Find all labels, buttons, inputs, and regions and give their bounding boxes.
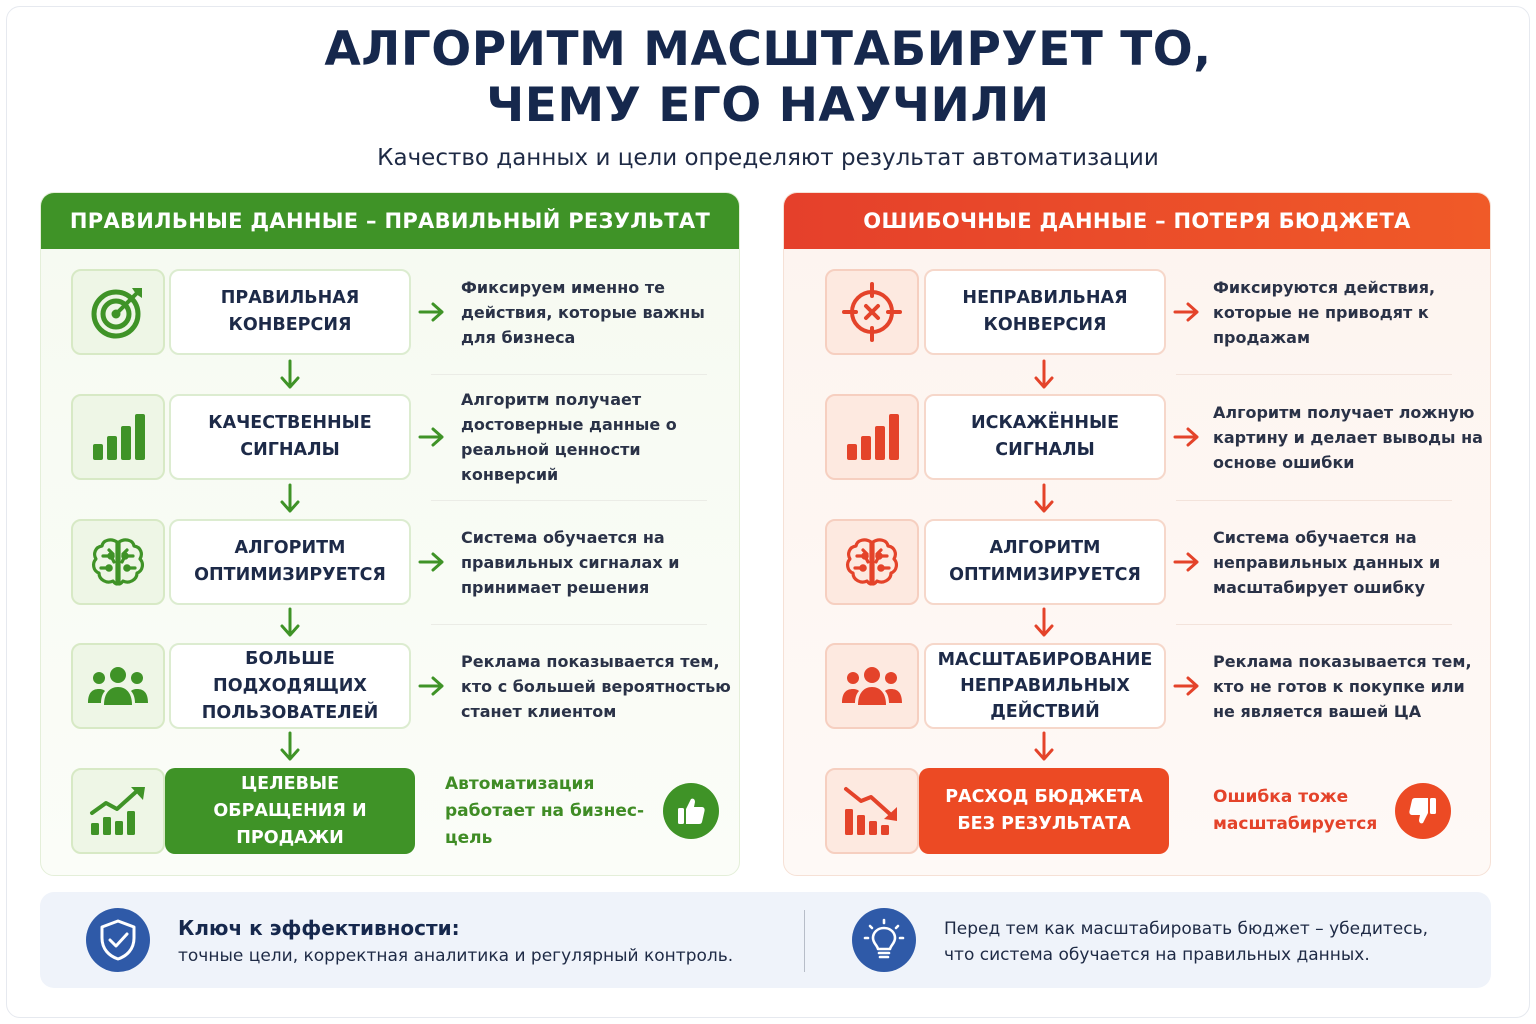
arrow-down-icon xyxy=(1032,731,1056,763)
bad-step-description: Реклама показывается тем, кто не готов к покупке или не является вашей ЦА xyxy=(1213,651,1472,721)
bad-step-description: Алгоритм получает ложную картину и делает выводы на основе ошибки xyxy=(1213,402,1483,472)
good-step-description: Фиксируем именно те действия, которые важны для бизнеса xyxy=(461,277,705,347)
good-panel-heading: ПРАВИЛЬНЫЕ ДАННЫЕ – ПРАВИЛЬНЫЙ РЕЗУЛЬТАТ xyxy=(41,193,739,249)
bad-panel-heading: ОШИБОЧНЫЕ ДАННЫЕ – ПОТЕРЯ БЮДЖЕТА xyxy=(784,193,1490,249)
good-step-2 xyxy=(41,390,739,484)
arrow-right-icon xyxy=(1172,300,1202,324)
footer-key-title: Ключ к эффективности: xyxy=(178,916,460,940)
title-line-2: ЧЕМУ ЕГО НАУЧИЛИ xyxy=(486,78,1050,133)
good-step-label: КАЧЕСТВЕННЫЕ СИГНАЛЫ xyxy=(169,394,411,480)
good-step-3 xyxy=(41,519,739,605)
bad-step-3 xyxy=(784,519,1490,605)
arrow-right-icon xyxy=(1172,674,1202,698)
users-icon xyxy=(825,643,919,729)
bad-step-4 xyxy=(784,643,1490,729)
good-final-label: ЦЕЛЕВЫЕ ОБРАЩЕНИЯ И ПРОДАЖИ xyxy=(165,768,415,854)
footer-advice-line-1: Перед тем как масштабировать бюджет – убедитесь, xyxy=(944,919,1429,939)
arrow-right-icon xyxy=(1172,550,1202,574)
arrow-down-icon xyxy=(278,607,302,639)
footer-advice-text xyxy=(944,916,1428,968)
thumbs-down-icon xyxy=(1395,783,1451,839)
bad-step-description: Фиксируются действия, которые не приводят к продажам xyxy=(1213,277,1436,347)
good-data-panel xyxy=(40,192,740,876)
bad-step-label: ИСКАЖЁННЫЕ СИГНАЛЫ xyxy=(924,394,1166,480)
footer-panel xyxy=(40,892,1491,988)
brain-icon xyxy=(71,519,165,605)
arrow-down-icon xyxy=(1032,359,1056,391)
arrow-right-icon xyxy=(417,425,447,449)
bad-final-text: Ошибка тоже масштабируется xyxy=(1213,787,1378,834)
bad-step-label: МАСШТАБИРОВАНИЕ НЕПРАВИЛЬНЫХ ДЕЙСТВИЙ xyxy=(924,643,1166,729)
arrow-right-icon xyxy=(417,674,447,698)
page-subtitle: Качество данных и цели определяют результат автоматизации xyxy=(377,145,1159,171)
divider xyxy=(431,374,707,375)
footer-divider xyxy=(804,910,805,972)
arrow-down-icon xyxy=(1032,483,1056,515)
decline-chart-icon xyxy=(825,768,919,854)
bad-step-label: АЛГОРИТМ ОПТИМИЗИРУЕТСЯ xyxy=(924,519,1166,605)
arrow-down-icon xyxy=(1032,607,1056,639)
good-step-label: АЛГОРИТМ ОПТИМИЗИРУЕТСЯ xyxy=(169,519,411,605)
good-step-description: Алгоритм получает достоверные данные о реальной ценности конверсий xyxy=(461,390,677,484)
good-final-step xyxy=(41,768,739,854)
growth-chart-icon xyxy=(71,768,165,854)
divider xyxy=(431,500,707,501)
target-icon xyxy=(71,269,165,355)
good-step-description: Реклама показывается тем, кто с большей вероятностью станет клиентом xyxy=(461,651,731,721)
arrow-right-icon xyxy=(1172,425,1202,449)
bar-chart-icon xyxy=(71,394,165,480)
bad-final-label: РАСХОД БЮДЖЕТА БЕЗ РЕЗУЛЬТАТА xyxy=(919,768,1169,854)
thumbs-up-icon xyxy=(663,783,719,839)
good-step-4 xyxy=(41,643,739,729)
arrow-right-icon xyxy=(417,300,447,324)
arrow-down-icon xyxy=(278,483,302,515)
good-step-label: БОЛЬШЕ ПОДХОДЯЩИХ ПОЛЬЗОВАТЕЛЕЙ xyxy=(169,643,411,729)
divider xyxy=(1176,374,1452,375)
bad-final-step xyxy=(784,768,1490,854)
bad-step-1 xyxy=(784,269,1490,355)
bad-step-label: НЕПРАВИЛЬНАЯ КОНВЕРСИЯ xyxy=(924,269,1166,355)
good-step-1 xyxy=(41,269,739,355)
bad-step-description: Система обучается на неправильных данных и масштабирует ошибку xyxy=(1213,527,1441,597)
bar-chart-icon xyxy=(825,394,919,480)
good-final-text: Автоматизация работает на бизнес-цель xyxy=(445,773,645,848)
bad-step-2 xyxy=(784,394,1490,480)
bad-data-panel xyxy=(783,192,1491,876)
divider xyxy=(1176,624,1452,625)
divider xyxy=(431,624,707,625)
arrow-down-icon xyxy=(278,359,302,391)
footer-key-text: точные цели, корректная аналитика и регулярный контроль. xyxy=(178,946,734,966)
page-title xyxy=(0,22,1536,134)
arrow-right-icon xyxy=(417,550,447,574)
good-step-label: ПРАВИЛЬНАЯ КОНВЕРСИЯ xyxy=(169,269,411,355)
shield-check-icon xyxy=(86,908,150,972)
users-icon xyxy=(71,643,165,729)
divider xyxy=(1176,500,1452,501)
target-miss-icon xyxy=(825,269,919,355)
lightbulb-icon xyxy=(852,908,916,972)
brain-icon xyxy=(825,519,919,605)
arrow-down-icon xyxy=(278,731,302,763)
footer-advice-line-2: что система обучается на правильных данных. xyxy=(944,945,1370,965)
title-line-1: АЛГОРИТМ МАСШТАБИРУЕТ ТО, xyxy=(324,22,1212,77)
good-step-description: Система обучается на правильных сигналах и принимает решения xyxy=(461,527,680,597)
